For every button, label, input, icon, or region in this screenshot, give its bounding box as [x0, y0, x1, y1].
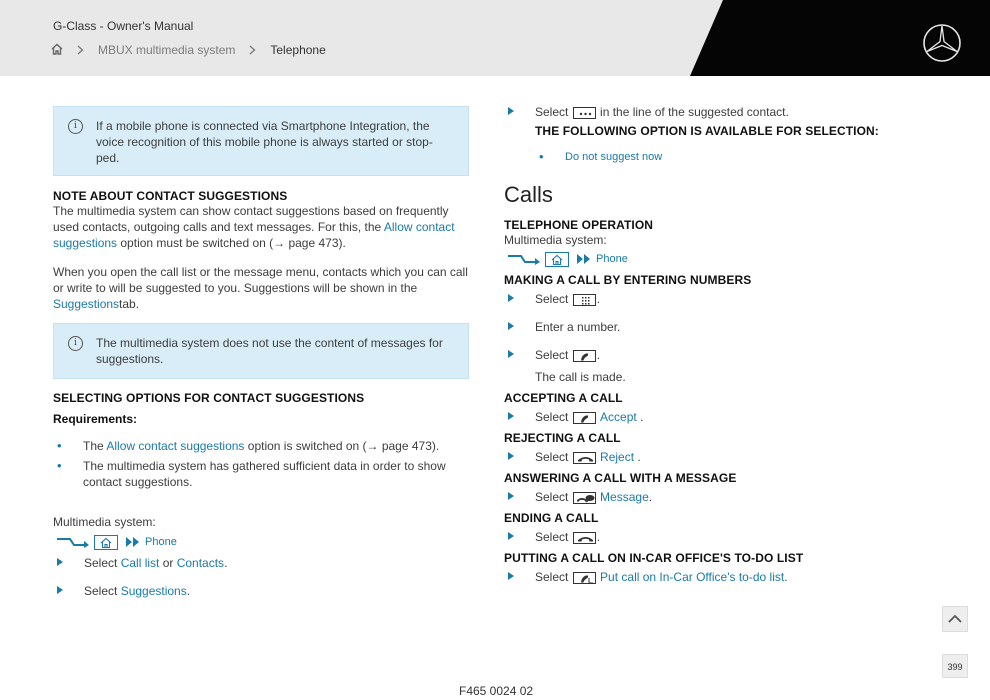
step-arrow-icon	[508, 294, 514, 302]
step	[504, 529, 944, 545]
step-arrow-icon	[508, 350, 514, 358]
double-chevron-icon	[576, 253, 592, 265]
section-heading: ACCEPTING A CALL	[504, 391, 623, 405]
section-title-calls: Calls	[504, 182, 553, 207]
home-icon[interactable]	[51, 43, 63, 58]
step-arrow-icon	[508, 492, 514, 500]
path-arrow-icon	[56, 536, 90, 548]
text: When you open the call list or the message menu, contacts which you can call or write to will be suggested to you. Suggestions will be shown in the	[53, 265, 468, 295]
section-heading: TELEPHONE OPERATION	[504, 218, 654, 232]
accept-call-key-icon	[573, 412, 596, 424]
chevron-up-icon	[943, 607, 967, 631]
accept-link[interactable]: Accept	[600, 410, 637, 424]
step	[504, 449, 944, 465]
text: .	[784, 570, 788, 584]
requirements-label: Requirements:	[53, 412, 138, 426]
step	[53, 583, 469, 599]
text: .	[637, 450, 641, 464]
text: Select	[84, 584, 121, 598]
text: The	[83, 439, 107, 453]
paragraph	[53, 203, 469, 251]
step	[504, 291, 944, 307]
phone-link[interactable]: Phone	[596, 253, 628, 265]
message-key-icon	[573, 492, 596, 504]
text: The multimedia system has gathered sufficient data in order to show contact suggestions.	[83, 459, 446, 489]
info-text: If a mobile phone is connected via Smartphone Integration, the voice recognition of this mobile phone is always started or stop-ped.	[96, 119, 433, 165]
step-arrow-icon	[508, 107, 514, 115]
manual-title: G-Class - Owner's Manual	[53, 19, 194, 33]
list-item	[53, 438, 469, 454]
header-bar	[0, 0, 990, 76]
phone-link[interactable]: Phone	[145, 536, 177, 548]
step	[504, 409, 944, 425]
text: in the line of the suggested contact.	[596, 105, 789, 119]
chevron-right-icon	[249, 43, 256, 58]
info-text: The multimedia system does not use the content of messages for suggestions.	[96, 336, 443, 366]
section-heading: SELECTING OPTIONS FOR CONTACT SUGGESTIONS	[53, 391, 365, 405]
result-text: The call is made.	[535, 370, 626, 384]
step	[504, 319, 944, 335]
text: .	[596, 348, 601, 362]
text: .	[596, 530, 601, 544]
section-heading: MAKING A CALL BY ENTERING NUMBERS	[504, 273, 752, 287]
step-arrow-icon	[508, 452, 514, 460]
text: .	[224, 556, 228, 570]
link-suggestions[interactable]: Suggestions	[120, 584, 187, 598]
paragraph	[53, 264, 469, 312]
text: .	[648, 490, 653, 504]
text: Select	[535, 530, 569, 544]
text: Select	[535, 292, 569, 306]
breadcrumb-item-telephone: Telephone	[270, 43, 326, 57]
more-dots-key-icon	[573, 107, 596, 119]
section-heading: ENDING A CALL	[504, 511, 599, 525]
page-number-badge: 399	[942, 654, 968, 678]
home-button-icon	[545, 252, 569, 267]
text: or	[159, 556, 177, 570]
text: option is switched on (→ page 473).	[244, 439, 440, 453]
mercedes-star-logo	[922, 23, 962, 63]
text: .	[640, 410, 644, 424]
step-arrow-icon	[57, 558, 63, 566]
figure-code: F465 0024 02	[459, 684, 534, 698]
keypad-key-icon	[573, 294, 596, 306]
section-heading: ANSWERING A CALL WITH A MESSAGE	[504, 471, 737, 485]
section-heading: PUTTING A CALL ON IN-CAR OFFICE'S TO-DO LIST	[504, 551, 804, 565]
text: Select	[535, 450, 569, 464]
section-heading: THE FOLLOWING OPTION IS AVAILABLE FOR SELECTION:	[535, 124, 879, 138]
text: Enter a number.	[535, 320, 621, 334]
nav-path	[507, 250, 944, 268]
section-heading: REJECTING A CALL	[504, 431, 621, 445]
multimedia-label: Multimedia system:	[53, 515, 156, 529]
link-contacts[interactable]: Contacts	[176, 556, 225, 570]
step	[504, 347, 944, 363]
step	[504, 104, 944, 120]
scroll-to-top-button[interactable]	[942, 606, 968, 632]
step	[504, 569, 944, 585]
info-box-smartphone	[53, 106, 469, 176]
text: Select	[535, 105, 572, 119]
link-call-list[interactable]: Call list	[120, 556, 160, 570]
right-column	[504, 104, 944, 585]
text: Select	[535, 570, 569, 584]
step-arrow-icon	[508, 532, 514, 540]
info-box-messages	[53, 323, 469, 379]
reject-link[interactable]: Reject	[600, 450, 635, 464]
text: Select	[535, 410, 569, 424]
step-arrow-icon	[57, 586, 63, 594]
text: .	[596, 292, 601, 306]
breadcrumb-item-mbux[interactable]: MBUX multimedia system	[98, 43, 236, 57]
todo-call-key-icon	[573, 572, 596, 584]
chevron-right-icon	[77, 43, 84, 58]
section-heading: NOTE ABOUT CONTACT SUGGESTIONS	[53, 189, 288, 203]
info-icon: i	[68, 336, 83, 351]
double-chevron-icon	[125, 536, 141, 548]
requirements-list	[53, 438, 469, 490]
info-icon: i	[68, 119, 83, 134]
text: .	[186, 584, 191, 598]
end-call-key-icon	[573, 452, 596, 464]
message-link[interactable]: Message	[600, 490, 649, 504]
path-arrow-icon	[507, 253, 541, 265]
text: Select	[535, 490, 569, 504]
home-button-icon	[94, 535, 118, 550]
left-column	[53, 106, 469, 599]
option-do-not-suggest[interactable]: Do not suggest now	[565, 151, 663, 163]
step	[53, 555, 469, 571]
end-call-key-icon	[573, 532, 596, 544]
text: tab.	[119, 297, 140, 311]
text: Select	[535, 348, 569, 362]
step-arrow-icon	[508, 412, 514, 420]
text: The multimedia system can show contact suggestions based on frequently used contacts, outgoing calls and text messages. For this, the	[53, 204, 449, 234]
link-allow-contact-suggestions[interactable]: Allow contact suggestions	[106, 439, 245, 453]
link-allow-contact-suggestions[interactable]: Allow contact suggestions	[53, 220, 455, 250]
nav-path	[56, 533, 469, 551]
option-list	[504, 149, 944, 165]
step-arrow-icon	[508, 322, 514, 330]
call-key-icon	[573, 350, 596, 362]
step	[504, 489, 944, 505]
text: Select	[84, 556, 121, 570]
text: option must be switched on (→ page 473).	[117, 236, 346, 250]
step-arrow-icon	[508, 572, 514, 580]
link-suggestions[interactable]: Suggestions	[53, 297, 120, 311]
put-call-todo-link[interactable]: Put call on In-Car Office's to-do list	[600, 570, 785, 584]
list-item	[535, 149, 944, 165]
header-brand-panel	[690, 0, 990, 76]
multimedia-label: Multimedia system:	[504, 233, 607, 247]
breadcrumb	[51, 42, 326, 58]
list-item	[53, 458, 469, 490]
